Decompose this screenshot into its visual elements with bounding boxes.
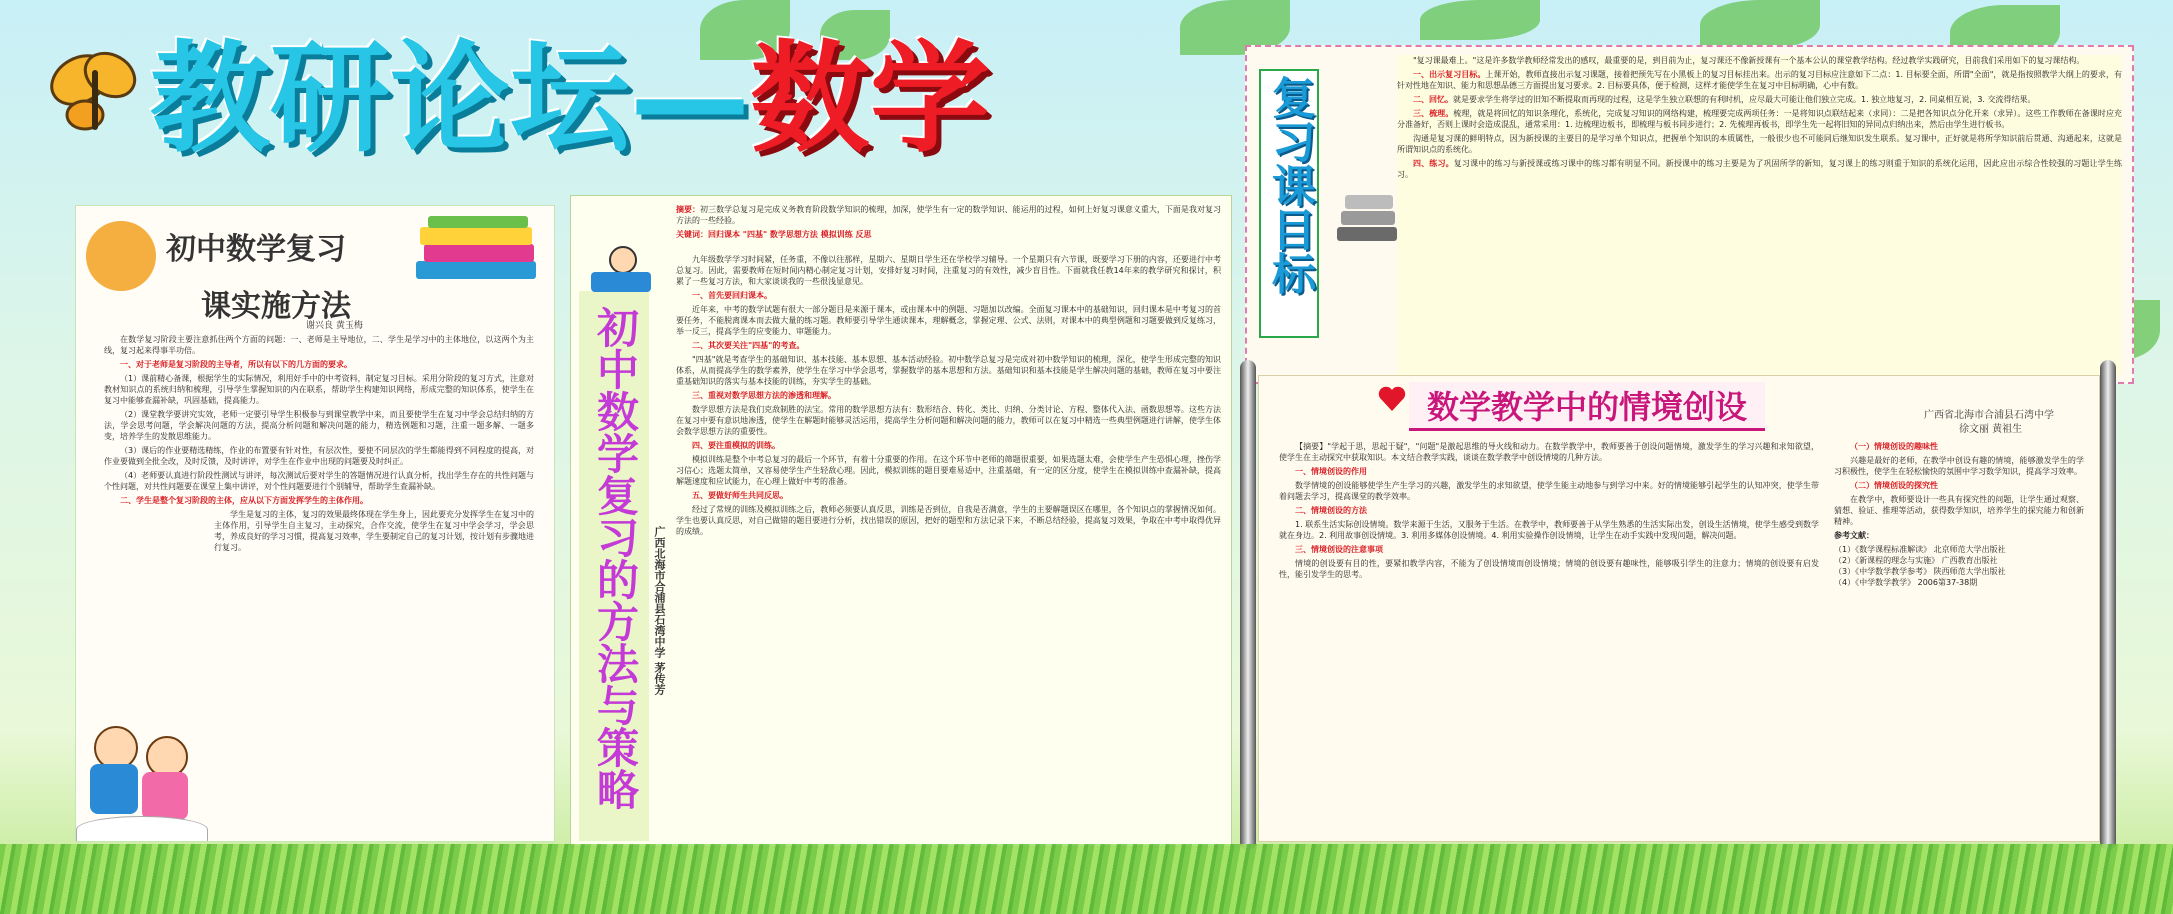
section-heading: 一、对于老师是复习阶段的主导者，所以有以下的几方面的要求。 [120, 360, 352, 369]
paragraph: "复习课最难上。"这是许多数学教师经常发出的感叹，最重要的是，到目前为止，复习课还不像新授课有一个基本公认的课堂教学结构。经过教学实践研究，目前我们采用如下的复习课结构。 [1413, 56, 2085, 65]
paragraph: 学生是复习的主体，复习的效果最终体现在学生身上，因此要充分发挥学生在复习中的主体作用，引导学生自主复习，主动探究，合作交流，使学生在复习中学会学习，学会思考，养成良好的学习习惯，提高复习效率，学生要制定自己的复习计划，按计划有步骤地进行复习。 [214, 510, 534, 552]
paragraph: 1. 联系生活实际创设情境。数学来源于生活，又服务于生活。在教学中，教师要善于从学生熟悉的生活实际出发，创设生活情境，使学生感受到数学就在身边。2. 利用故事创设情境。3. 利用多媒体创设情境。4. 利用实验操作创设情境，让学生在动手实践中发现问题，解决问题。 [1279, 520, 1819, 540]
step-text: 上课开始，教师直接出示复习课题，接着把预先写在小黑板上的复习目标挂出来。出示的复习目标应注意如下二点：1. 目标要全面，所谓"全面"，就是指按照教学大纲上的要求，有针对性地在知识、能力和思想品德三方面提出复习要求。2. 目标要具体，便于检测，这样才能使学生在复习中目标明确，心中有数。 [1397, 70, 2122, 90]
paragraph: （3）课后的作业要精选精练，作业的布置要有针对性，有层次性，要使不同层次的学生都能得到不同程度的提高，对作业要做到全批全改，及时反馈，及时讲评，对学生在作业中出现的问题要及时纠正。 [104, 446, 534, 466]
vertical-title-text: 复习课目标 [1264, 75, 1315, 295]
title-part2: 数学 [750, 30, 990, 169]
person-silhouette-icon [86, 221, 156, 291]
paragraph: （4）老师要认真进行阶段性测试与讲评，每次测试后要对学生的答题情况进行认真分析，找出学生存在的共性问题与个性问题，对共性问题要在课堂上集中讲评，对个性问题要进行个别辅导，帮助学生查漏补缺。 [104, 471, 534, 491]
left-article-panel [75, 205, 555, 842]
article-column-right [1834, 441, 2084, 836]
middle-article-panel [570, 195, 1232, 847]
vertical-title: 初中数学复习的方法与策略 [591, 306, 640, 810]
step-text: 梳理，就是将回忆的知识条理化，系统化，完成复习知识的网络构建，梳理要完成两项任务：一是将知识点联结起来（求同）：二是把各知识点分化开来（求异）。这些工作教师在备课时应充分准备好，否则上课时会造成混乱，通常采用：1. 边梳理边板书，即梳理与板书同步进行；2. 先梳理再板书，即学生先一起将旧知的异同点归纳出来，然后由学生进行板书。 [1397, 109, 2122, 129]
section-heading: 一、情境创设的作用 [1295, 467, 1367, 476]
section-heading: 四、要注重模拟的训练。 [692, 441, 780, 450]
paragraph: 经过了常规的训练及模拟训练之后，教师必须要认真反思，训练是否到位，自我是否满意，学生的主要解题误区在哪里，各个知识点的掌握情况如何。学生也要认真反思，对自己做错的题目要进行分析，找出错误的原因，把好的题型和方法记录下来，不断总结经验，提高复习效果，争取在中考中取得优异的成绩。 [676, 505, 1221, 536]
section-heading: 二、情境创设的方法 [1295, 506, 1367, 515]
section-heading: 五、要做好师生共同反思。 [692, 491, 788, 500]
grass-decoration [0, 844, 2173, 914]
author-names: 徐文丽 黄祖生 [1959, 424, 2023, 435]
paragraph: 近年来，中考的数学试题有很大一部分题目是来源于课本，或由课本中的例题、习题加以改编。全面复习课本中的基础知识，回归课本是中考复习的首要任务，不能脱离课本而去做大量的练习题。教师要引导学生通读课本，理解概念，掌握定理、公式、法则，对课本中的典型例题和习题要做到反复练习，举一反三，提高学生的应变能力、审题能力。 [676, 305, 1221, 336]
paragraph: 在教学中，教师要设计一些具有探究性的问题，让学生通过观察、猜想、验证、推理等活动，获得数学知识，培养学生的探究能力和创新精神。 [1834, 495, 2084, 526]
article-intro: 在数学复习阶段主要注意抓住两个方面的问题：一、老师是主导地位，二、学生是学习中的主体地位，以这两个为主线，复习起来得事半功倍。 [104, 335, 534, 355]
section-heading: 三、重视对数学思想方法的渗透和理解。 [692, 391, 836, 400]
step-text: 就是要求学生将学过的旧知不断提取而再现的过程，这是学生独立联想的有利时机，应尽最大可能让他们独立完成。1. 独立地复习，2. 同桌相互说，3. 交流得结果。 [1453, 95, 2036, 104]
vertical-author: 广西北海市合浦县石湾中学 茅传芳 [653, 526, 666, 695]
section-heading: （二）情境创设的探究性 [1850, 481, 1938, 490]
step-label: 一、出示复习目标。 [1413, 70, 1486, 79]
paragraph: 数学情境的创设能够使学生产生学习的兴趣，激发学生的求知欲望，使学生能主动地参与到学习中来。好的情境能够引起学生的认知冲突，使学生带着问题去学习，提高课堂的教学效率。 [1279, 481, 1819, 501]
author-school: 广西省北海市合浦县石湾中学 [1924, 410, 2054, 421]
paragraph: 模拟训练是整个中考总复习的最后一个环节，有着十分重要的作用。在这个环节中老师的筛题很重要，如果选题太难，会使学生产生恐惧心理，挫伤学习信心；选题太简单，又容易使学生产生轻敌心理。因此，模拟训练的题目要难易适中，注重基础，有一定的区分度，使学生在模拟训练中查漏补缺，提高解题速度和应试能力，在心理上做好中考的准备。 [676, 455, 1221, 486]
article-body [1397, 55, 2122, 375]
paragraph: 情境的创设要有目的性，要紧扣教学内容，不能为了创设情境而创设情境；情境的创设要有趣味性，能够吸引学生的注意力；情境的创设要有启发性，能引发学生的思考。 [1279, 559, 1819, 579]
paragraph: "四基"就是考查学生的基础知识、基本技能、基本思想、基本活动经验。初中数学总复习是完成对初中数学知识的梳理，深化，使学生形成完整的知识体系，从而提高学生的数学素养，使学生在学习中学会思考，掌握数学的基本思想和方法。基础知识和基本技能是学生解决问题的基础，教师在复习中要注重基础知识的落实与基本技能的训练，夯实学生的基础。 [676, 355, 1221, 386]
article-title-line2: 课实施方法 [201, 289, 351, 324]
abstract-label: 摘要： [676, 205, 701, 214]
paragraph: （1）课前精心备课，根据学生的实际情况，利用好手中的中考资料，制定复习目标。采用分阶段的复习方式，注意对教材知识点的系统归纳和梳理，引导学生掌握知识的内在联系，帮助学生构建知识网络，形成完整的知识体系，使学生在复习中能够查漏补缺，巩固基础，提高能力。 [104, 374, 534, 405]
leaf-decoration [1700, 0, 1820, 50]
step-label: 二、回忆。 [1413, 95, 1453, 104]
step-label: 三、梳理。 [1413, 109, 1454, 118]
article-author: 谢兴良 黄玉梅 [306, 321, 363, 331]
article-body [676, 204, 1221, 839]
step-text: 复习课中的练习与新授课或练习课中的练习都有明显不同。新授课中的练习主要是为了巩固所学的新知，复习课上的练习则重于知识的系统化运用，因此应出示综合性较强的习题让学生练习。 [1397, 159, 2122, 179]
right-top-article-panel [1245, 45, 2134, 384]
article-title-line1: 初中数学复习 [166, 232, 346, 267]
paragraph: 兴趣是最好的老师，在教学中创设有趣的情境，能够激发学生的学习积极性，使学生在轻松愉快的氛围中学习数学知识，提高学习效率。 [1834, 456, 2084, 476]
paragraph: 数学思想方法是我们克敌制胜的法宝。常用的数学思想方法有：数形结合、转化、类比、归纳、分类讨论、方程、整体代入法、函数思想等。这些方法在复习中要有意识地渗透，使学生在解题时能够灵活运用，提高学生分析问题和解决问题的能力，教师可以在复习中精选一些典型例题进行讲解，使学生体会数学思想方法的重要性。 [676, 405, 1221, 436]
leaf-decoration [1420, 0, 1540, 40]
paragraph [1397, 94, 2122, 105]
paragraph [1397, 69, 2122, 91]
article-title: 数学教学中的情境创设 [1409, 382, 1765, 431]
right-bottom-article-panel [1258, 375, 2100, 842]
abstract: 【摘要】"学起于思，思起于疑"，"问题"是激起思维的导火线和动力。在数学教学中，教师要善于创设问题情境，激发学生的学习兴趣和求知欲望，使学生在主动探究中获取知识。本文结合教学实践，谈谈在数学教学中创设情境的几种方法。 [1279, 442, 1819, 462]
page-title [150, 20, 1140, 180]
books-stack-icon [1337, 167, 1397, 247]
paragraph: （2）课堂教学要讲究实效，老师一定要引导学生积极参与到课堂教学中来，而且要使学生在复习中学会总结归纳的方法，学会思考问题，学会解决问题的方法，提高分析问题和解决问题的能力，精选例题和习题，注重一题多解、一题多变，培养学生的发散思维能力。 [104, 410, 534, 441]
article-column-left [1279, 441, 1819, 836]
butterfly-icon [40, 40, 150, 150]
keywords-block [676, 229, 1221, 240]
paragraph: 沟通是复习课的鲜明特点，因为新授课的主要目的是学习单个知识点，把握单个知识的本质属性，一般很少也不可能同后继知识发生联系。复习课中，正好就是将所学知识前后贯通、沟通起来，这就是所谓知识点的系统化。 [1397, 134, 2122, 154]
keywords-text: 回归课本 "四基" 数学思想方法 模拟训练 反思 [708, 230, 872, 239]
paragraph [1397, 158, 2122, 180]
abstract-text: 初三数学总复习是完成义务教育阶段数学知识的梳理，加深，使学生有一定的数学知识、能运用的过程，如何上好复习课意义重大，下面是我对复习方法的一些经验。 [676, 205, 1221, 225]
books-icon [416, 216, 536, 286]
step-label: 四、练习。 [1413, 159, 1454, 168]
section-heading: 二、其次要关注"四基"的考查。 [692, 341, 805, 350]
scroll-rod-right [2100, 360, 2116, 850]
references: （1）《数学课程标准解读》 北京师范大学出版社 （2）《新课程的理念与实施》 广西教育出版社 （3）《中学数学教学参考》 陕西师范大学出版社 （4）《中学数学教学》 2006第37-38期 [1834, 545, 2006, 587]
reading-boy-icon [591, 246, 651, 296]
section-heading: （一）情境创设的趣味性 [1850, 442, 1938, 451]
kids-illustration [76, 716, 206, 841]
references-title: 参考文献： [1834, 531, 1874, 540]
paragraph [1397, 108, 2122, 130]
section-heading: 三、情境创设的注意事项 [1295, 545, 1383, 554]
paragraph: 九年级数学学习时间紧，任务重，不像以往那样，星期六、星期日学生还在学校学习辅导。一个星期只有六节课，既要学习下册的内容，还要进行中考总复习。因此，需要教师在短时间内精心制定复习计划，安排好复习时间，注重复习的有效性，减少盲目性。下面就我任教14年来的教学研究和探讨，积累了一些复习方法，和大家谈谈我的一些很浅显意见。 [676, 255, 1221, 286]
title-part1: 教研论坛— [150, 30, 750, 169]
abstract-block [676, 204, 1221, 226]
section-heading: 二、学生是整个复习阶段的主体，应从以下方面发挥学生的主体作用。 [120, 496, 368, 505]
scroll-rod-left [1240, 360, 1256, 850]
heart-icon [1377, 384, 1407, 414]
section-heading: 一、首先要回归课本。 [692, 291, 772, 300]
keywords-label: 关键词： [676, 230, 708, 239]
